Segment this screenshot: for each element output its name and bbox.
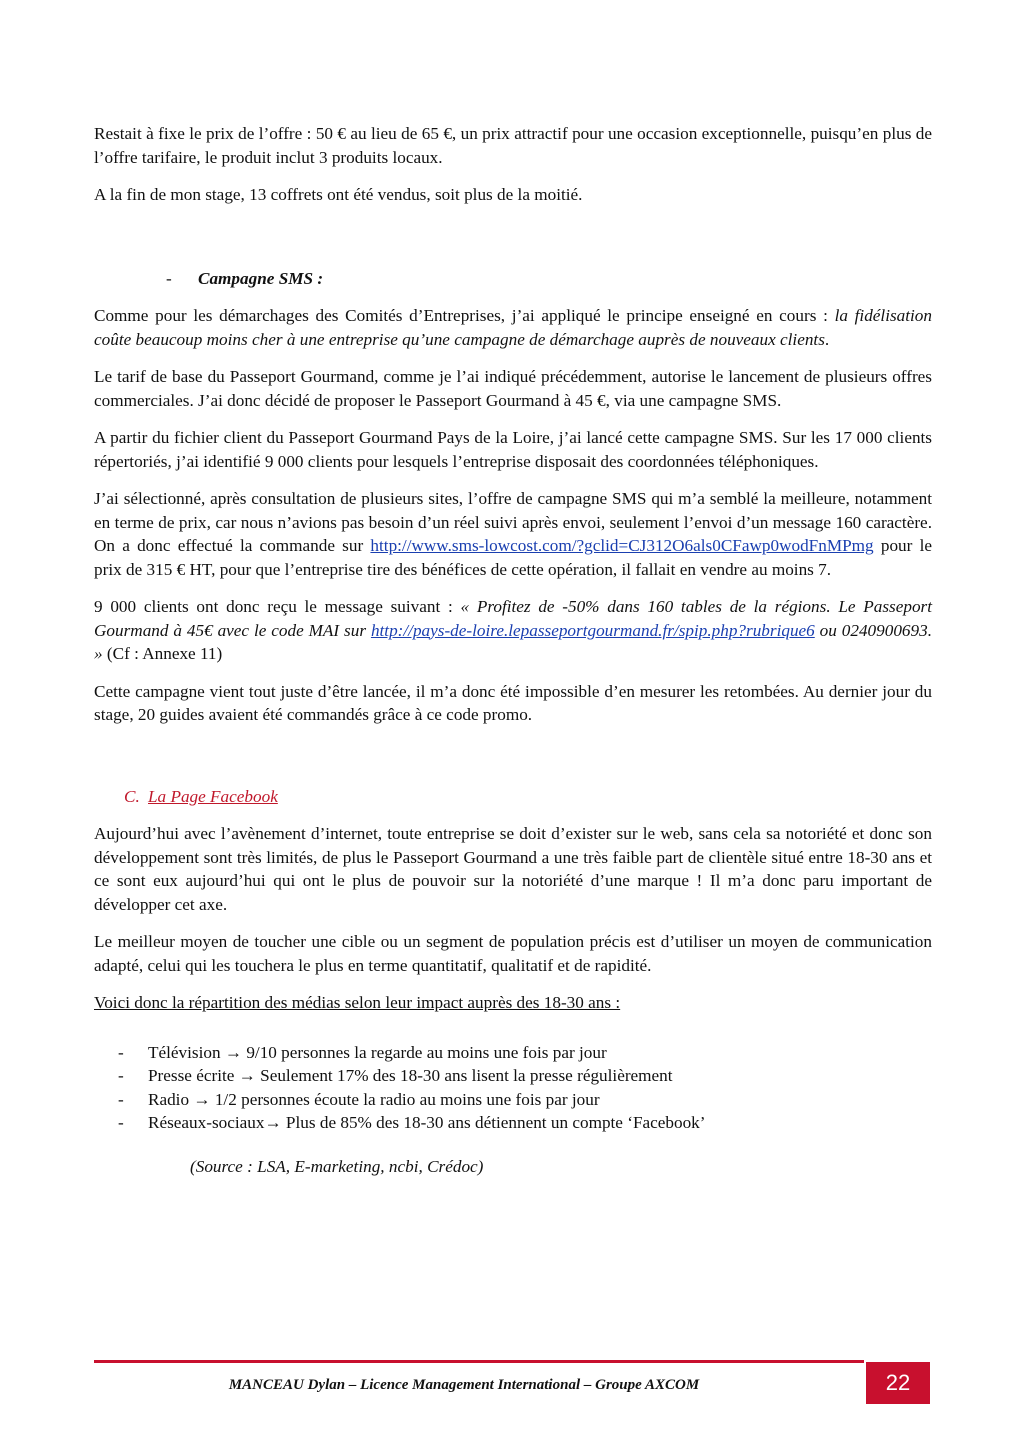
footer-text: MANCEAU Dylan – Licence Management International – Groupe AXCOM xyxy=(228,1377,700,1393)
sms-lowcost-link[interactable]: http://www.sms-lowcost.com/?gclid=CJ312O6als0CFawp0wodFnMPmg xyxy=(370,536,874,555)
paragraph-sms-message: 9 000 clients ont donc reçu le message suivant : « Profitez de -50% dans 160 tables de la régions. Le Passeport Gourmand à 45€ avec le code MAI sur http://pays-de-loire.lepasseportgourmand.fr/spip.php?rubrique6 ou 0240900693. » (Cf : Annexe 11) xyxy=(94,597,932,663)
paragraph-sms-selection: J’ai sélectionné, après consultation de plusieurs sites, l’offre de campagne SMS qui m’a semblé la meilleure, notamment en terme de prix, car nous n’avions pas besoin d’un réel suivi après envoi, seulement l’envoi d’un message 160 caractère. On a donc effectué la commande sur http://www.sms-lowcost.com/?gclid=CJ312O6als0CFawp0wodFnMPmg pour le prix de 315 € HT, pour que l’entreprise tire des bénéfices de cette opération, il fallait en vendre au moins 7. xyxy=(94,489,932,579)
page-content xyxy=(94,122,932,1178)
footer-divider xyxy=(94,1360,864,1363)
paragraph-facebook-intro: Aujourd’hui avec l’avènement d’internet, toute entreprise se doit d’exister sur le web, sans cela sa notoriété et donc son développement sont très limités, de plus le Passeport Gourmand a une très faible part de clientèle situé entre 18-30 ans et ce sont eux aujourd’hui qui ont le plus de pouvoir sur la notoriété d’une marque ! Il m’a donc paru important de développer cet axe. xyxy=(94,824,932,914)
list-item: - Radio → 1/2 personnes écoute la radio au moins une fois par jour xyxy=(118,1089,600,1109)
subsection-heading-sms xyxy=(94,267,932,291)
subsection-title: Campagne SMS : xyxy=(198,268,324,288)
paragraph-offer-price: Restait à fixe le prix de l’offre : 50 € au lieu de 65 €, un prix attractif pour une occasion exceptionnelle, puisqu’en plus de l’offre tarifaire, le produit inclut 3 produits locaux. xyxy=(94,124,932,167)
source-citation: (Source : LSA, E-marketing, ncbi, Crédoc) xyxy=(190,1156,484,1176)
section-letter: C. xyxy=(124,786,140,806)
list-item: - Presse écrite → Seulement 17% des 18-30 ans lisent la presse régulièrement xyxy=(118,1066,673,1085)
list-item: - Télévision → 9/10 personnes la regarde au moins une fois par jour xyxy=(118,1042,607,1062)
section-heading-facebook xyxy=(94,785,932,809)
page-number-badge: 22 xyxy=(866,1362,930,1404)
passeport-gourmand-link[interactable]: http://pays-de-loire.lepasseportgourmand.fr/spip.php?rubrique6 xyxy=(370,620,815,640)
list-item: - Réseaux-sociaux→ Plus de 85% des 18-30 ans détiennent un compte ‘Facebook’ xyxy=(118,1113,706,1132)
paragraph-facebook-moyen: Le meilleur moyen de toucher une cible ou un segment de population précis est d’utiliser un moyen de communication adapté, celui qui les touchera le plus en terme quantitatif, qualitatif et de rapidité. xyxy=(94,932,932,975)
media-list xyxy=(94,1041,932,1135)
paragraph-coffrets-sold: A la fin de mon stage, 13 coffrets ont été vendus, soit plus de la moitié. xyxy=(94,185,583,204)
paragraph-sms-result: Cette campagne vient tout juste d’être lancée, il m’a donc été impossible d’en mesurer les retombées. Au dernier jour du stage, 20 guides avaient été commandés grâce à ce code promo. xyxy=(94,681,932,724)
paragraph-sms-fichier: A partir du fichier client du Passeport Gourmand Pays de la Loire, j’ai lancé cette campagne SMS. Sur les 17 000 clients répertoriés, j’ai identifié 9 000 clients pour lesquels l’entreprise disposait des coordonnées téléphoniques. xyxy=(94,428,932,471)
bullet-dash: - xyxy=(166,268,172,288)
media-list-intro: Voici donc la répartition des médias selon leur impact auprès des 18-30 ans : xyxy=(94,993,621,1012)
paragraph-sms-principle: Comme pour les démarchages des Comités d’Entreprises, j’ai appliqué le principe enseigné en cours : la fidélisation coûte beaucoup moins cher à une entreprise qu’une campagne de démarchage auprès de nouveaux clients. xyxy=(94,306,932,349)
section-title: La Page Facebook xyxy=(148,786,278,806)
paragraph-sms-tarif: Le tarif de base du Passeport Gourmand, comme je l’ai indiqué précédemment, autorise le lancement de plusieurs offres commerciales. J’ai donc décidé de proposer le Passeport Gourmand à 45 €, via une campagne SMS. xyxy=(94,367,932,410)
